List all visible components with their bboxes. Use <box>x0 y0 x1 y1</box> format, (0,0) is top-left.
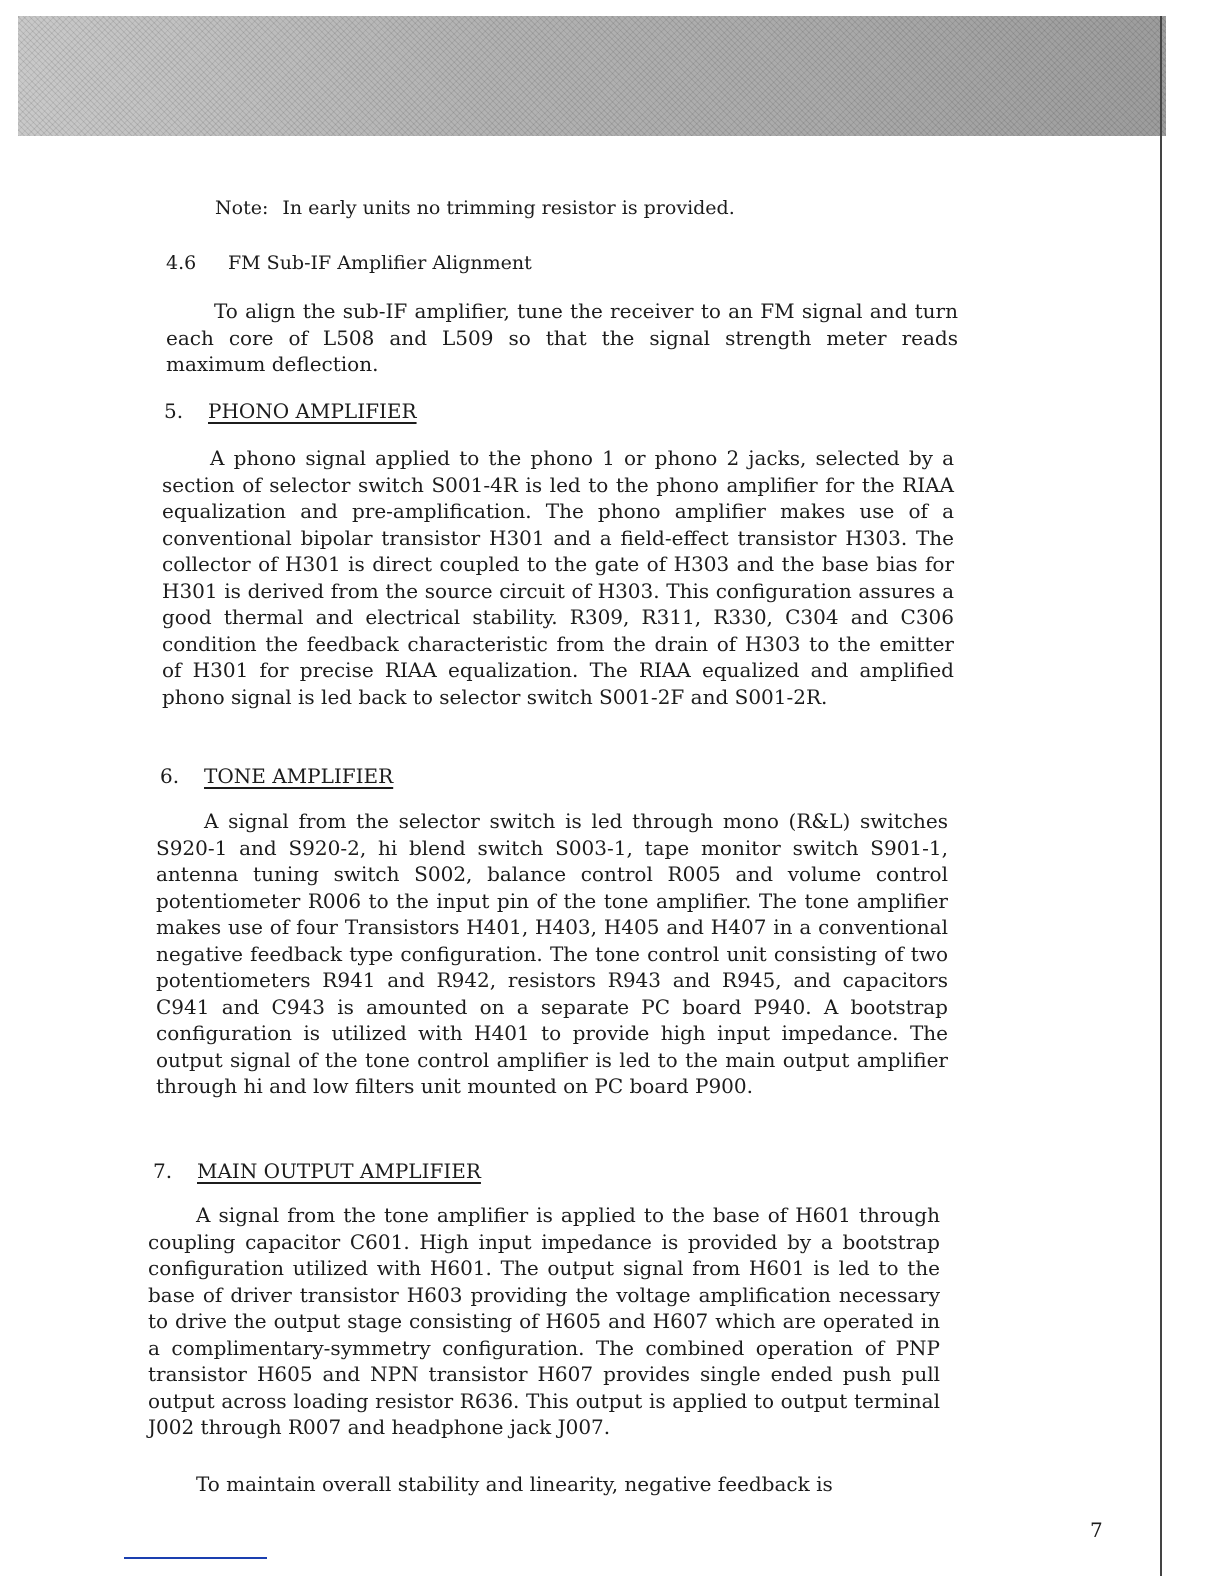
note <box>215 197 735 219</box>
page-edge-rule <box>1160 16 1162 1576</box>
note-text: In early units no trimming resistor is provided. <box>282 197 735 219</box>
section-6-paragraph: A signal from the selector switch is led through mono (R&L) switches S920-1 and S920-2, hi blend switch S003-1, tape monitor switch S901-1, antenna tuning switch S002, balance control R005 and volume control potentiometer R006 to the input pin of the tone amplifier. The tone amplifier makes use of four Transistors H401, H403, H405 and H407 in a conventional negative feedback type configuration. The tone control unit consisting of two potentiometers R941 and R942, resistors R943 and R945, and capacitors C941 and C943 is amounted on a separate PC board P940. A bootstrap configuration is utilized with H401 to provide high input impedance. The output signal of the tone control amplifier is led to the main output amplifier through hi and low filters unit mounted on PC board P900. <box>156 809 948 1098</box>
section-title: FM Sub-IF Amplifier Alignment <box>228 252 532 274</box>
section-number: 4.6 <box>166 252 197 274</box>
note-label: Note: <box>215 197 269 219</box>
section-4-6-paragraph: To align the sub-IF amplifier, tune the receiver to an FM signal and turn each core of L508 and L509 so that the signal strength meter reads maximum deflection. <box>166 299 958 376</box>
section-title: PHONO AMPLIFIER <box>208 399 417 423</box>
bottom-rule <box>124 1557 267 1559</box>
section-number: 6. <box>160 764 180 788</box>
section-7-paragraph-2: To maintain overall stability and linearity, negative feedback is <box>196 1472 833 1496</box>
section-number: 5. <box>164 399 184 423</box>
page-number: 7 <box>1090 1518 1103 1542</box>
section-title: TONE AMPLIFIER <box>204 764 394 788</box>
section-number: 7. <box>153 1159 173 1183</box>
section-4-6-heading <box>166 252 532 274</box>
section-6-heading <box>160 764 393 788</box>
section-7-paragraph-1: A signal from the tone amplifier is applied to the base of H601 through coupling capacitor C601. High input impedance is provided by a bootstrap configuration utilized with H601. The output signal from H601 is led to the base of driver transistor H603 providing the voltage amplification necessary to drive the output stage consisting of H605 and H607 which are operated in a complimentary-symmetry configuration. The combined operation of PNP transistor H605 and NPN transistor H607 provides single ended push pull output across loading resistor R636. This output is applied to output terminal J002 through R007 and headphone jack J007. <box>148 1203 940 1439</box>
section-5-paragraph: A phono signal applied to the phono 1 or phono 2 jacks, selected by a section of selector switch S001-4R is led to the phono amplifier for the RIAA equalization and pre-amplification. The phono amplifier makes use of a conventional bipolar transistor H301 and a field-effect transistor H303. The collector of H301 is direct coupled to the gate of H303 and the base bias for H301 is derived from the source circuit of H303. This configuration assures a good thermal and electrical stability. R309, R311, R330, C304 and C306 condition the feedback characteristic from the drain of H303 to the emitter of H301 for precise RIAA equalization. The RIAA equalized and amplified phono signal is led back to selector switch S001-2F and S001-2R. <box>162 446 954 709</box>
section-7-heading <box>153 1159 481 1183</box>
section-5-heading <box>164 399 417 423</box>
scanned-header-band <box>18 16 1166 136</box>
section-title: MAIN OUTPUT AMPLIFIER <box>197 1159 481 1183</box>
